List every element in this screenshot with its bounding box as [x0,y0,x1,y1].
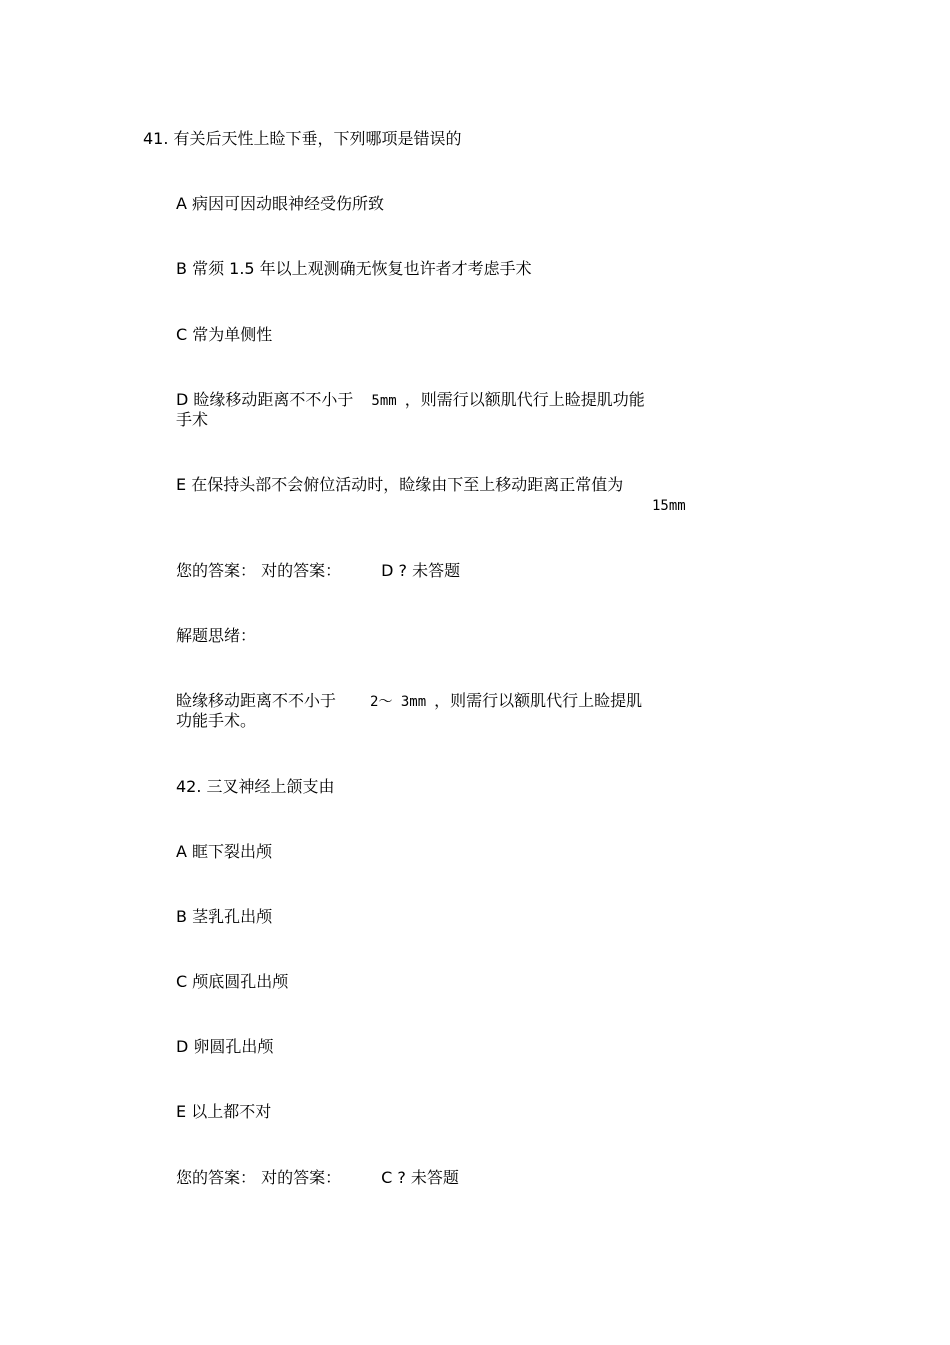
question-41-stem: 41. 有关后天性上睑下垂，下列哪项是错误的 [143,129,462,148]
question-42-option-b: B 茎乳孔出颅 [176,907,273,926]
question-41-option-d [176,390,645,411]
question-41-answer [176,561,460,581]
explanation-text-2: ，则需行以额肌代行上睑提肌 [434,691,643,710]
explanation-text [176,691,642,712]
question-41-option-c: C 常为单侧性 [176,325,273,344]
answer-value: C ? 未答题 [381,1168,459,1187]
question-42-option-d: D 卵圆孔出颅 [176,1037,274,1056]
answer-value: D ? 未答题 [381,561,461,580]
explanation-text-1: 睑缘移动距离不不小于 [176,691,337,710]
question-41-option-e-value: 15mm [652,498,686,514]
question-42-stem: 42. 三叉神经上颌支由 [176,777,335,796]
question-42-option-a: A 眶下裂出颅 [176,842,273,861]
explanation-continuation: 功能手术。 [176,711,257,730]
option-d-value: 5mm [371,393,397,409]
question-42-answer [176,1168,459,1188]
question-41-option-b: B 常须 1.5 年以上观测确无恢复也许者才考虑手术 [176,259,532,278]
answer-label: 您的答案： 对的答案： [176,561,342,580]
question-41-option-d-continuation: 手术 [176,410,209,429]
option-d-text-1: D 睑缘移动距离不不小于 [176,390,354,409]
explanation-value: 2～ 3mm [370,694,427,710]
explanation-title: 解题思绪： [176,626,257,645]
answer-label: 您的答案： 对的答案： [176,1168,342,1187]
question-41-option-a: A 病因可因动眼神经受伤所致 [176,194,385,213]
question-42-option-c: C 颅底圆孔出颅 [176,972,289,991]
question-41-option-e: E 在保持头部不会俯位活动时，睑缘由下至上移动距离正常值为 [176,475,624,494]
question-42-option-e: E 以上都不对 [176,1102,272,1121]
option-d-text-2: ，则需行以额肌代行上睑提肌功能 [404,390,645,409]
